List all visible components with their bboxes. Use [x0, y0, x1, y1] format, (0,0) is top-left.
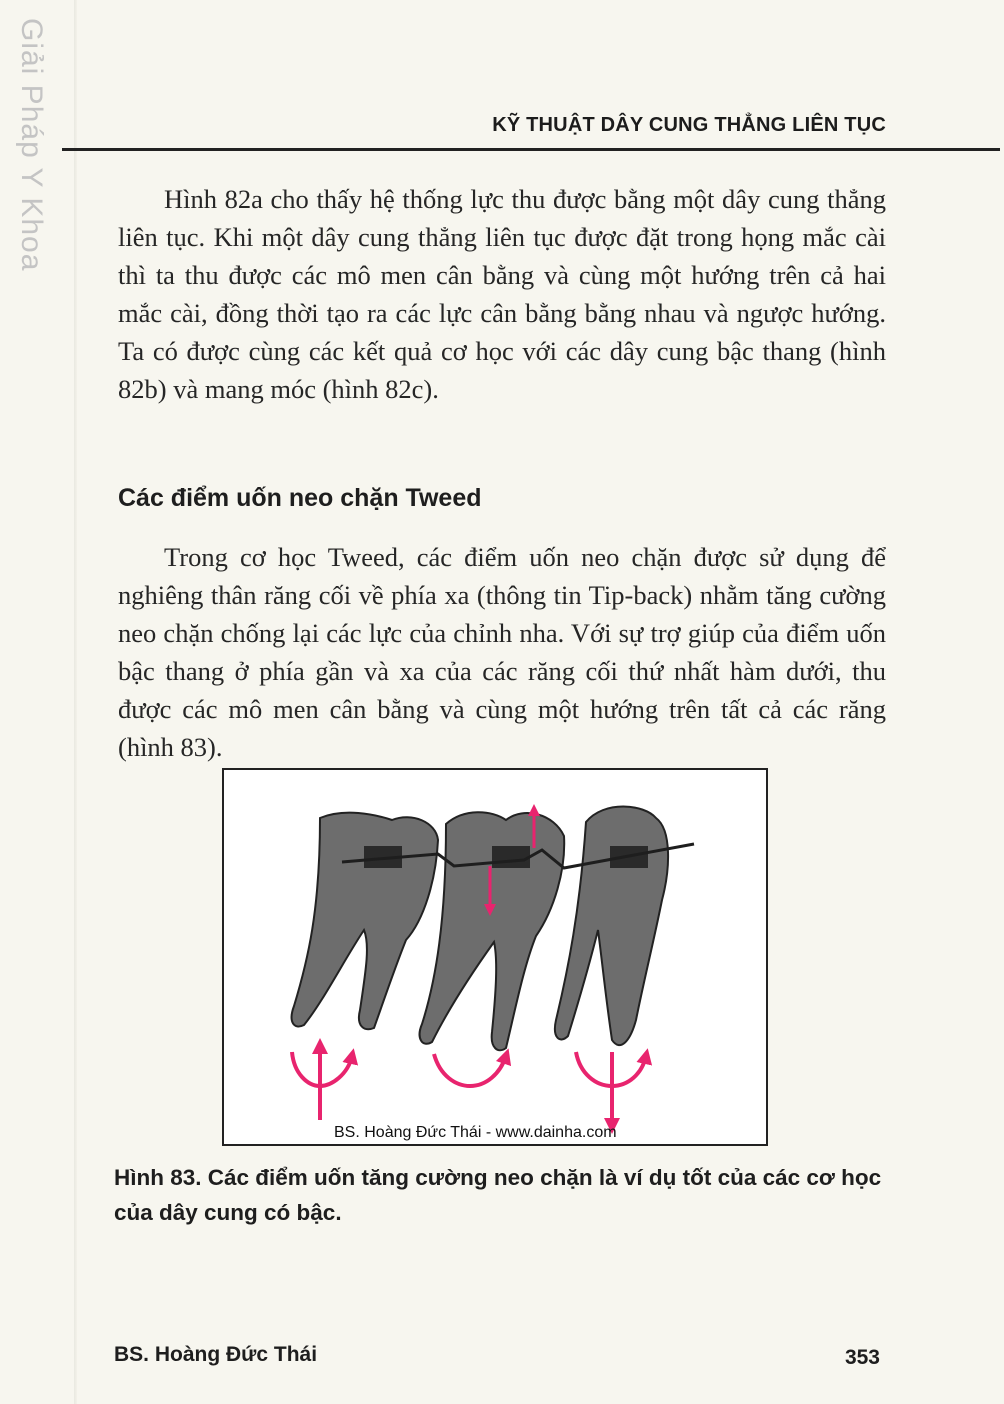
header-rule: [62, 148, 1000, 151]
figure-caption: Hình 83. Các điểm uốn tăng cường neo chặn là ví dụ tốt của các cơ học của dây cung có bậc.: [114, 1165, 882, 1225]
moment-arrows-right: [576, 1052, 646, 1126]
page-number: 353: [844, 1346, 880, 1369]
teeth-illustration: [224, 770, 766, 1144]
figure-83: [222, 768, 768, 1146]
bracket-middle: [492, 846, 530, 868]
watermark: Giải Pháp Y Khoa: [15, 18, 48, 272]
molar-tooth-right: [555, 807, 668, 1046]
footer-author: BS. Hoàng Đức Thái: [114, 1343, 318, 1366]
moment-arrows-left: [292, 1046, 352, 1120]
section-title: Các điểm uốn neo chặn Tweed: [118, 484, 482, 512]
figure-credit: BS. Hoàng Đức Thái - www.dainha.com: [334, 1124, 617, 1141]
paragraph-1: Hình 82a cho thấy hệ thống lực thu được bằng một dây cung thẳng liên tục. Khi một dây cung thẳng liên tục được đặt trong họng mắc cài thì ta thu được các mô men cân bằng và cùng một hướng trên cả hai mắc cài, đồng thời tạo ra các lực cân bằng bằng nhau và ngược hướng. Ta có được cùng các kết quả cơ học với các dây cung bậc thang (hình 82b) và mang móc (hình 82c).: [118, 184, 886, 404]
moment-arrow-middle: [434, 1054, 506, 1086]
molar-tooth-left: [292, 813, 438, 1030]
paragraph-2: Trong cơ học Tweed, các điểm uốn neo chặn được sử dụng để nghiêng thân răng cối về phía xa (thông tin Tip-back) nhằm tăng cường neo chặn chống lại các lực của chỉnh nha. Với sự trợ giúp của điểm uốn bậc thang ở phía gần và xa của các răng cối thứ nhất hàm dưới, thu được các mô men cân bằng và cùng một hướng trên tất cả các răng (hình 83).: [118, 542, 886, 762]
running-head: KỸ THUẬT DÂY CUNG THẲNG LIÊN TỤC: [492, 114, 886, 136]
molar-tooth-middle: [420, 812, 565, 1050]
page-spine-shadow: [74, 0, 77, 1404]
